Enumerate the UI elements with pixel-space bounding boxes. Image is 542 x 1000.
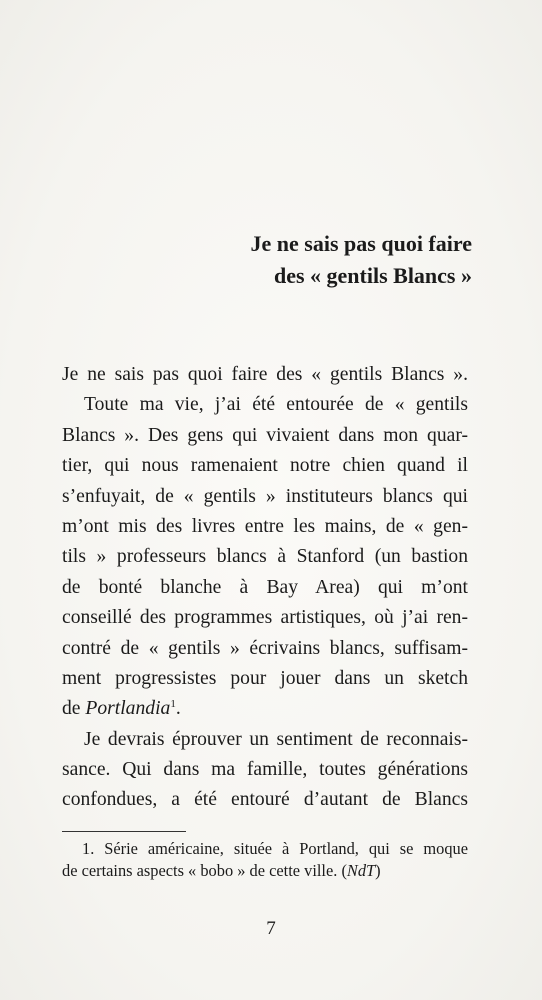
body-line: conseillé des programmes artistiques, où j’ai ren- <box>62 607 468 629</box>
body-line: Je ne sais pas quoi faire des « gentils Blancs ». <box>62 364 468 385</box>
body-line: m’ont mis des livres entre les mains, de « gen- <box>62 515 468 537</box>
body-line: tier, qui nous ramenaient notre chien quand il <box>62 455 468 477</box>
page-number: 7 <box>266 918 276 939</box>
body-line: tils » professeurs blancs à Stanford (un bastion <box>62 546 468 568</box>
body-text <box>62 360 468 816</box>
body-line-start: de <box>62 698 86 720</box>
body-line: Blancs ». Des gens qui vivaient dans mon quar- <box>62 424 468 446</box>
body-line: ment progressistes pour jouer dans un sketch <box>62 667 468 689</box>
body-line: Toute ma vie, j’ai été entourée de « gentils <box>84 394 468 416</box>
footnote-line-2-start: de certains aspects « bobo » de cette ville. ( <box>62 861 347 880</box>
footnote-ref: 1 <box>170 698 176 711</box>
body-line-end: . <box>175 698 181 720</box>
chapter-title-line-1: Je ne sais pas quoi faire <box>250 231 472 256</box>
footnote <box>62 838 468 882</box>
chapter-title-line-2: des « gentils Blancs » <box>273 263 472 288</box>
body-line: sance. Qui dans ma famille, toutes générations <box>62 759 468 781</box>
body-line: confondues, a été entouré d’autant de Blancs <box>62 789 468 811</box>
footnote-line-2 <box>62 860 468 882</box>
footnote-line-1: 1. Série américaine, située à Portland, qui se moque <box>82 839 468 858</box>
body-line: Je devrais éprouver un sentiment de reconnais- <box>84 728 468 750</box>
footnote-divider <box>62 831 186 832</box>
chapter-title <box>52 228 472 292</box>
footnote-line-2-end: ) <box>375 861 381 880</box>
body-line <box>62 694 468 724</box>
body-line: de bonté blanche à Bay Area) qui m’ont <box>62 576 468 598</box>
body-line: contré de « gentils » écrivains blancs, suffisam- <box>62 637 468 659</box>
body-line: s’enfuyait, de « gentils » instituteurs blancs qui <box>62 485 468 507</box>
footnote-ndt: NdT <box>346 861 376 880</box>
portlandia-title: Portlandia <box>85 698 171 720</box>
